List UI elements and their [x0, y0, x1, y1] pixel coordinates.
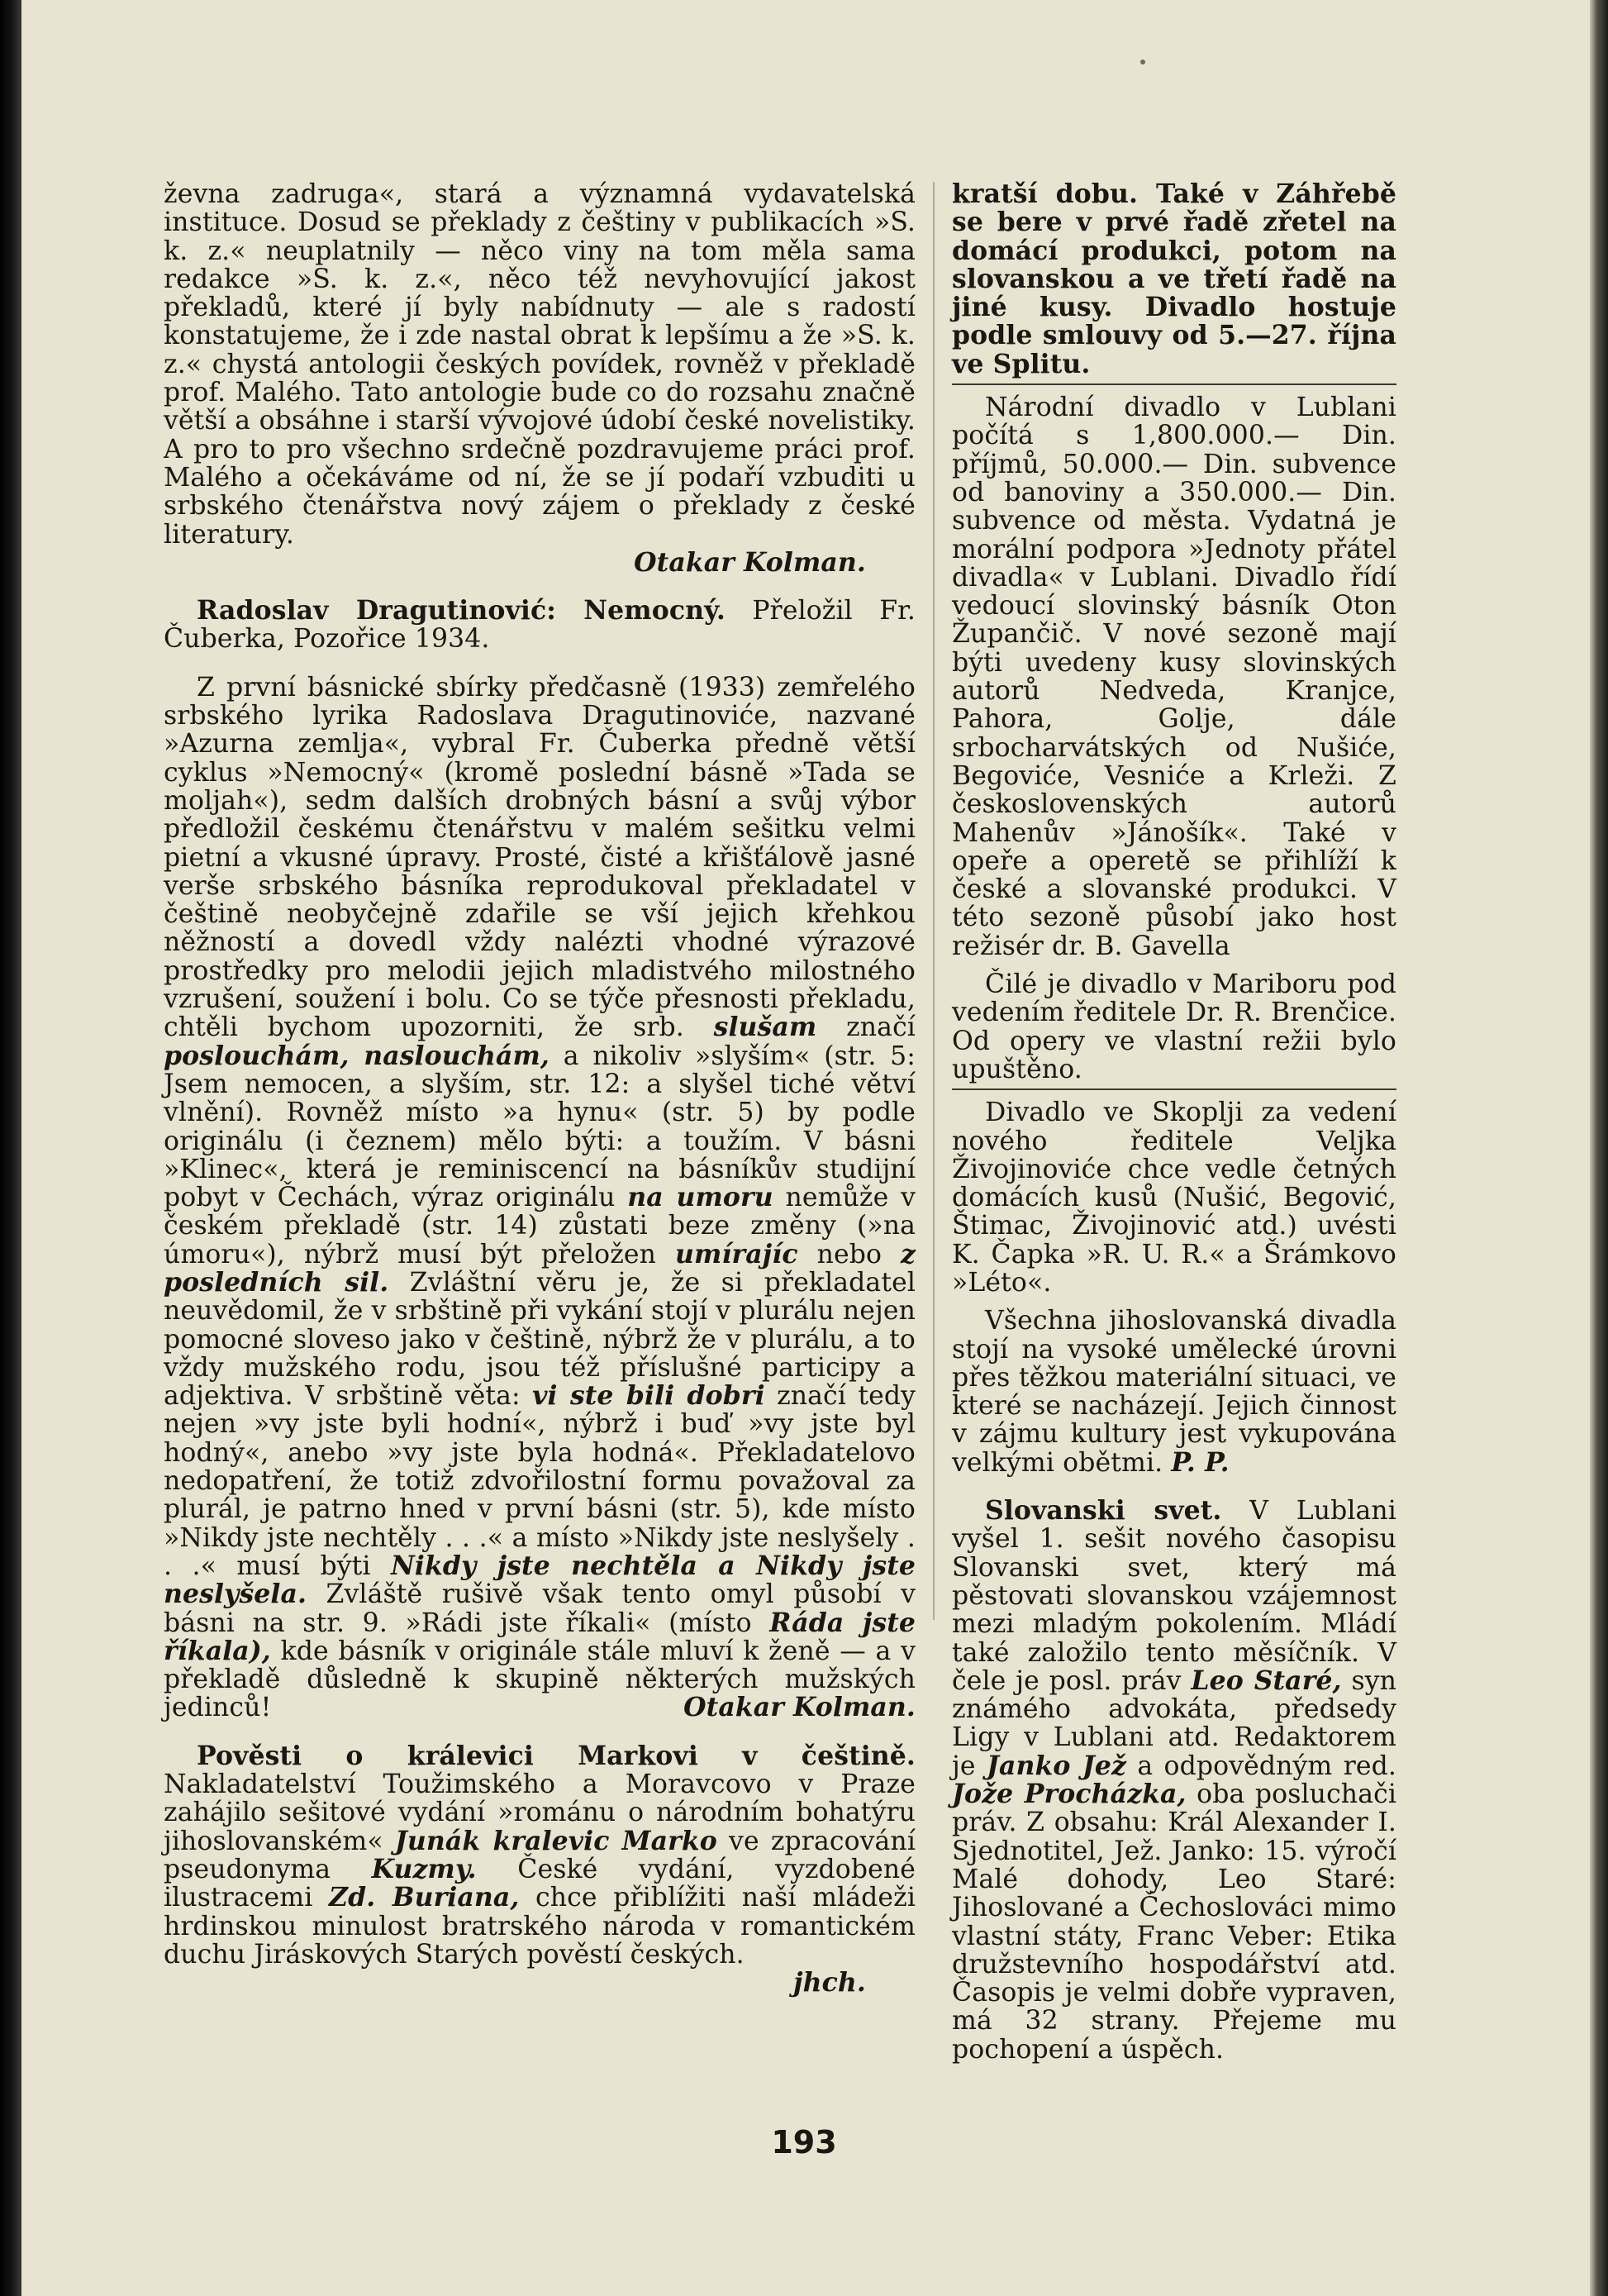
text-run: a nikoliv »slyším« (str. 5: Jsem nemocen, a slyším, str. 12: a slyšel tiché větví vlnění). Rovněž místo »a hynu« (str. 5) by podle originálu (i čeznem) mělo býti: a toužím. V básni »Klinec«, která je reminiscencí na básníkův studijní pobyt v Čechách, výraz originálu: [164, 1041, 916, 1213]
page-number: 193: [771, 2124, 837, 2160]
signature-kolman-2: Otakar Kolman.: [683, 1692, 916, 1723]
text-run: značí: [816, 1012, 916, 1043]
signature-jhch: jhch.: [793, 1967, 866, 1998]
signature-kolman-1: Otakar Kolman.: [634, 546, 866, 578]
text-run: Z první básnické sbírky předčasně (1933) zemřelého srbského lyrika Radoslava Dragutinoviće, nazvané »Azurna zemlja«, vybral Fr. Čuberka předně větší cyklus »Nemocný« (kromě poslední básně »Tada se moljah«), sedm dalších drobných básní a svůj výbor předložil českému čtenářstvu v malém sešitku velmi pietní a vkusné úpravy. Prosté, čisté a křišťálově jasné verše srbského básníka reprodukoval překladatel v češtině neobyčejně zdařile se vší jejich křehkou něžností a dovedl vždy nalézti vhodné výrazové prostředky pro melodii jejich mladistvého milostného vzrušení, soužení i bolu. Co se týče přesnosti překladu, chtěli bychom upozorniti, že srb.: [164, 672, 916, 1043]
scan-left-edge: [0, 0, 21, 2296]
italic-term: vi ste bili dobri: [532, 1380, 765, 1412]
article-continuation: ževna zadruga«, stará a významná vydavatelská instituce. Dosud se překlady z češtiny v publikacích »S. k. z.« neuplatnily — něco viny na tom měla sama redakce »S. k. z.«, něco též nevyhovující jakost překladů, které jí byly nabídnuty — ale s radostí konstatujeme, že i zde nastal obrat k lepšímu a že »S. k. z.« chystá antologii českých povídek, rovněž v překladě prof. Malého. Tato antologie bude co do rozsahu značně větší a obsáhne i starší vývojové údobí české novelistiky. A pro to pro všechno srdečně pozdravujeme práci prof. Malého a očekáváme od ní, že se jí podaří vzbuditi u srbského čtenářstva nový zájem o překlady z české literatury.: [164, 179, 916, 550]
review-body-kralevic: [164, 1742, 916, 1969]
italic-term: slušam: [713, 1012, 817, 1043]
theatre-summary-text: [952, 1307, 1396, 1477]
left-column: [164, 180, 916, 1997]
italic-term: poslouchám, naslouchám,: [164, 1040, 550, 1071]
text-run: chce přiblížiti naší mládeži hrdinskou minulost bratrského národa v romantickém duchu Jiráskových Starých pověstí českých.: [164, 1883, 916, 1970]
italic-term: Ráda jste říkala),: [164, 1607, 916, 1666]
scan-speck: [1140, 60, 1145, 64]
italic-term: Nikdy jste nechtěla a Nikdy jste neslyšela.: [164, 1550, 916, 1610]
text-run: značí tedy nejen »vy jste byli hodní«, nýbrž i buď »vy jste byl hodný«, anebo »vy jste byla hodná«. Překladatelovo nedopatření, že totiž zdvořilostní formu považoval za plurál, je patrno hned v první básni (str. 5), kde místo »Nikdy jste nechtěly . . .« a místo »Nikdy jste neslyšely . . .« musí býti: [164, 1381, 916, 1581]
scan-right-edge: [1590, 0, 1608, 2296]
italic-term: umírajíc: [675, 1238, 798, 1269]
italic-term: z posledních sil.: [164, 1238, 916, 1298]
slovanski-svet-heading: Slovanski svet.: [985, 1495, 1222, 1527]
text-run: a odpovědným red.: [1125, 1751, 1396, 1781]
italic-name: Janko Jež: [986, 1750, 1126, 1781]
right-column: [952, 180, 1396, 2064]
text-run: V Lublani vyšel 1. sešit nového časopisu Slovanski svet, který má pěstovati slovanskou vzájemnost mezi mladým pokolením. Mládí také založilo tento měsíčník. V čele je posl. práv: [952, 1496, 1396, 1696]
italic-term: Kuzmy.: [371, 1853, 477, 1884]
text-run: oba posluchači práv. Z obsahu: Král Alexander I. Sjednotitel, Jež. Janko: 15. výročí Malé dohody, Leo Staré: Jihoslované a Čechoslováci mimo vlastní státy, Franc Veber: Etika družstevního hospodářství atd. Časopis je velmi dobře vypraven, má 32 strany. Přejeme mu pochopení a úspěch.: [952, 1779, 1396, 2065]
text-run: kde básník v originále stále mluví k ženě — a v překladě důsledně k skupině některých mužských jedinců!: [164, 1636, 916, 1723]
text-run: ve zpracování pseudonyma: [164, 1826, 916, 1884]
italic-term: Zd. Buriana,: [329, 1882, 520, 1913]
text-run: nemůže v českém překladě (str. 14) zůstati beze změny (»na úmoru«), nýbrž musí být přeložen: [164, 1183, 916, 1269]
italic-term: Junák kralevic Marko: [394, 1825, 717, 1856]
review-heading-dragutinovic: [164, 597, 916, 654]
review-body-dragutinovic: [164, 674, 916, 1722]
text-run: Zvláště rušivě však tento omyl působí v básni na str. 9. »Rádi jste říkali« (místo: [164, 1579, 916, 1638]
column-divider: [933, 182, 935, 1620]
theatre-maribor-text: Čilé je divadlo v Mariboru pod vedením ředitele Dr. R. Brenčice. Od opery ve vlastní režii bylo upuštěno.: [952, 969, 1396, 1084]
text-run: České vydání, vyzdobené ilustracemi: [164, 1854, 916, 1913]
italic-name: Leo Staré,: [1191, 1665, 1342, 1696]
italic-term: na umoru: [627, 1182, 773, 1213]
theatre-zagreb-text: kratší dobu. Také v Záhřebě se bere v prvé řadě zřetel na domácí produkci, potom na slovanskou a ve třetí řadě na jiné kusy. Divadlo hostuje podle smlouvy od 5.—27. října ve Splitu.: [952, 179, 1396, 379]
text-run: Zvláštní věru je, že si překladatel neuvědomil, že v srbštině při vykání stojí v plurálu nejen pomocné sloveso jako v češtině, nýbrž že v plurálu, a to vždy mužského rodu, jsou též příslušné participy a adjektiva. V srbštině věta:: [164, 1267, 916, 1412]
theatre-skoplje-text: Divadlo ve Skoplji za vedení nového ředitele Veljka Živojinoviće chce vedle četných domácích kusů (Nušić, Begović, Štimac, Živojinović atd.) uvésti K. Čapka »R. U. R.« a Šrámkovo »Léto«.: [952, 1098, 1396, 1298]
slovanski-svet-text: [952, 1497, 1396, 2064]
signature-pp: P. P.: [1171, 1446, 1230, 1478]
text-run: syn známého advokáta, předsedy Ligy v Lublani atd. Redaktorem je: [952, 1665, 1396, 1781]
italic-name: Jože Procházka,: [952, 1779, 1187, 1810]
text-run: Nakladatelství Toužimského a Moravcovo v Praze zahájilo sešitové vydání »románu o národním bohatýru jihoslovanském«: [164, 1770, 916, 1856]
review-publication-info: Přeložil Fr. Čuberka, Pozořice 1934.: [164, 596, 916, 655]
section-rule: [952, 1088, 1396, 1090]
theatre-ljubljana-text: Národní divadlo v Lublani počítá s 1,800.000.— Din. příjmů, 50.000.— Din. subvence od banoviny a 350.000.— Din. subvence od města. Vydatná je morální podpora »Jednoty přátel divadla« v Lublani. Divadlo řídí vedoucí slovinský básník Oton Župančič. V nové sezoně mají býti uvedeny kusy slovinských autorů Nedveda, Kranjce, Pahora, Golje, dále srbocharvátských od Nušiće, Begoviće, Vesniće a Krleži. Z československých autorů Mahenův »Jánošík«. Také v opeře a operetě se přihlíží k české a slovanské produkci. V této sezoně působí jako host režisér dr. B. Gavella: [952, 393, 1396, 961]
review-title-kralevic: Pověsti o králevici Markovi v češtině.: [197, 1740, 916, 1771]
text-run: nebo: [797, 1239, 902, 1269]
review-title-dragutinovic: Radoslav Dragutinović: Nemocný.: [197, 595, 726, 626]
text-run: Všechna jihoslovanská divadla stojí na vysoké umělecké úrovni přes těžkou materiální situaci, ve které se nacházejí. Jejich činnost v zájmu kultury jest vykupována velkými obětmi.: [952, 1306, 1396, 1478]
section-rule: [952, 383, 1396, 385]
